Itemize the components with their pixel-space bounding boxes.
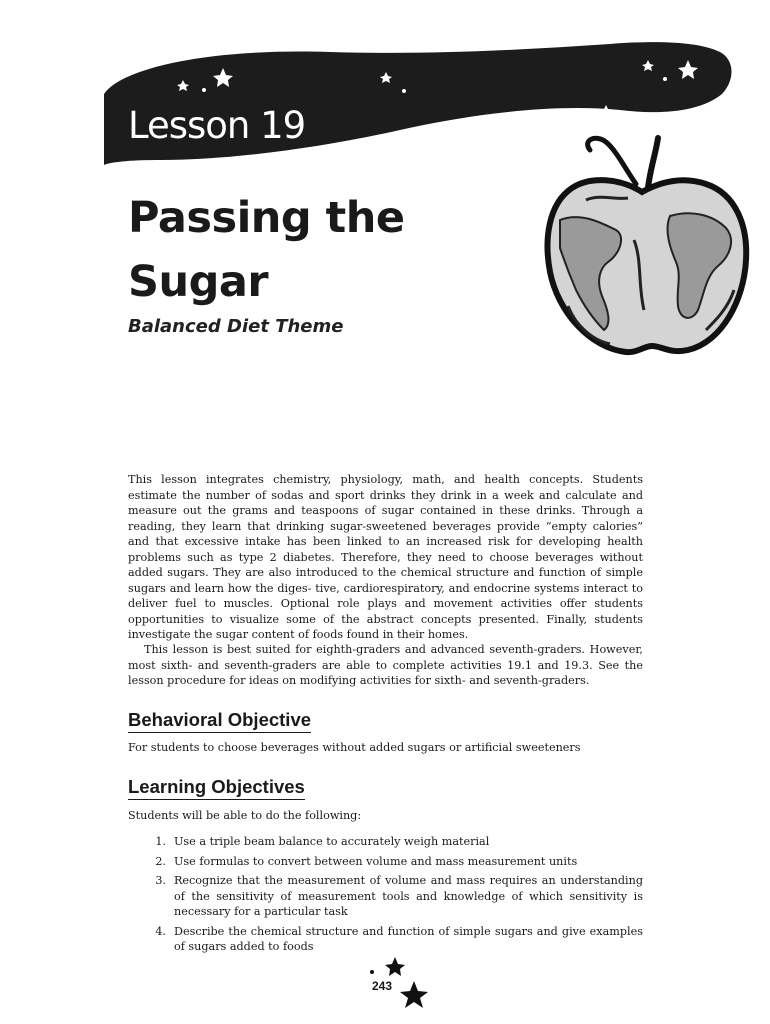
intro-paragraph-2: This lesson is best suited for eighth-graders and advanced seventh-graders. However, most sixth- and seventh-graders are able to complete activities 19.1 and 19.3. See the lesson procedure for ideas on modifying activities for sixth- and seventh-graders. (128, 643, 643, 687)
lesson-theme: Balanced Diet Theme (128, 316, 344, 337)
page-stars-icon (360, 955, 430, 1011)
list-item-number: 3. (155, 874, 166, 887)
learning-objectives-intro: Students will be able to do the following: (128, 809, 362, 822)
list-item-text: Describe the chemical structure and function of simple sugars and give examples of sugars added to foods (174, 924, 643, 953)
list-item-text: Recognize that the measurement of volume and mass requires an understanding of the sensitivity of measurement tools and knowledge of which sensitivity is necessary for a particular task (174, 874, 643, 918)
learning-objectives-list (128, 834, 643, 959)
lesson-title-line1: Passing the (128, 193, 405, 243)
list-item (128, 834, 643, 850)
lesson-label: Lesson 19 (128, 104, 306, 147)
lesson-title-line2: Sugar (128, 257, 269, 307)
behavioral-objective-text: For students to choose beverages without added sugars or artificial sweeteners (128, 741, 581, 754)
list-item-text: Use a triple beam balance to accurately weigh material (174, 835, 490, 848)
list-item (128, 924, 643, 955)
list-item-number: 4. (155, 924, 166, 938)
page-number: 243 (372, 979, 393, 993)
list-item (128, 854, 643, 870)
lesson-title (128, 186, 528, 314)
list-item-text: Use formulas to convert between volume and mass measurement units (174, 854, 578, 868)
list-item (128, 873, 643, 920)
behavioral-objective-heading: Behavioral Objective (128, 709, 311, 733)
apple-globe-icon (530, 130, 760, 360)
list-item-number: 2. (155, 854, 166, 868)
list-item-number: 1. (155, 835, 166, 848)
intro-paragraph-1: This lesson integrates chemistry, physiology, math, and health concepts. Students estimate the number of sodas and sport drinks they drink in a week and calculate and measure out the grams and teaspoons of sugar contained in these drinks. Through a reading, they learn that drinking sugar-sweetened beverages provide “empty calories” and that excessive intake has been linked to an increased risk for developing health problems such as type 2 diabetes. Therefore, they need to choose beverages without added sugars. They are also introduced to the chemical structure and function of simple sugars and learn how the diges- tive, cardiorespiratory, and endocrine systems interact to deliver fuel to muscles. Optional role plays and movement activities offer students opportunities to visualize some of the abstract concepts presented. Finally, students investigate the sugar content of foods found in their homes. (128, 473, 643, 641)
learning-objectives-heading: Learning Objectives (128, 776, 305, 800)
